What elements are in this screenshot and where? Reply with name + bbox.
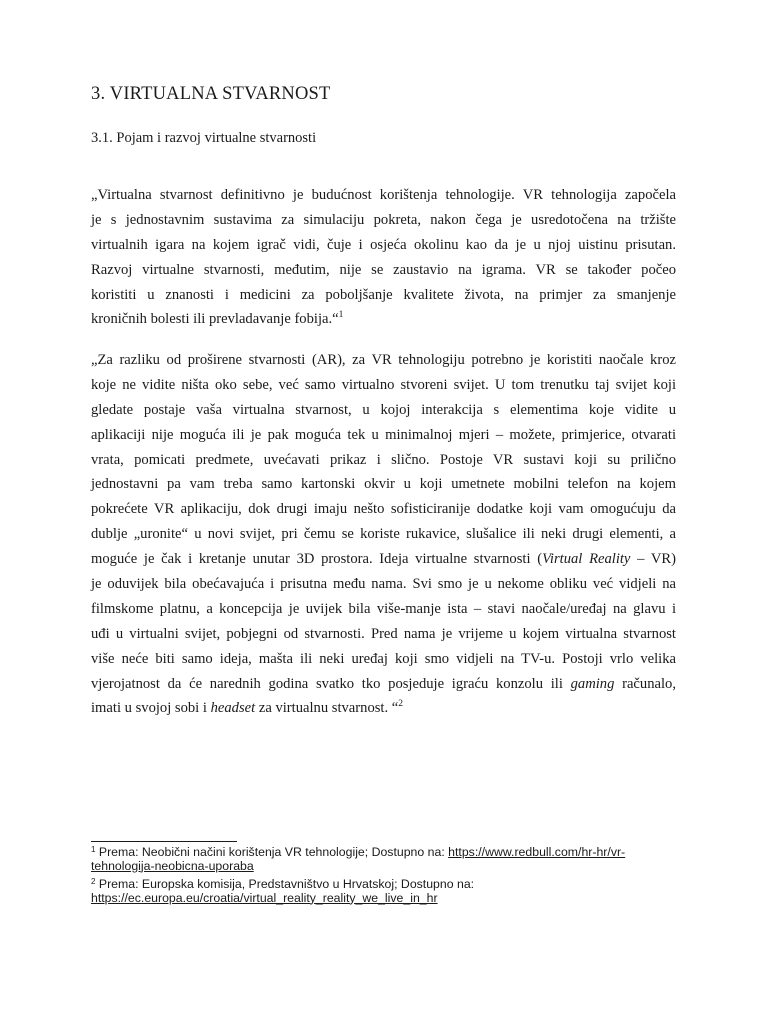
section-heading: 3. VIRTUALNA STVARNOST xyxy=(91,84,331,104)
italic-term: gaming xyxy=(570,675,615,692)
paragraph-line-last xyxy=(91,307,676,332)
paragraph-line: koje ne vidite ništa oko sebe, već samo virtualno stvoreni svijet. U tom trenutku taj svijet koji xyxy=(91,376,676,393)
footnote-text: Prema: Neobični načini korištenja VR tehnologije; Dostupno na: xyxy=(95,845,449,859)
italic-term: Virtual Reality xyxy=(542,551,631,568)
footnote-link[interactable]: https://ec.europa.eu/croatia/virtual_reality_reality_we_live_in_hr xyxy=(91,890,438,905)
paragraph-line: pokrećete VR aplikaciju, dok drugi imaju nešto sofisticiranije dodatke koji vam omogućuju da xyxy=(91,501,676,518)
footnote-link-continued[interactable]: tehnologija-neobicna-uporaba xyxy=(91,858,254,873)
paragraph-line: koristiti u znanosti i medicini za poboljšanje kvalitete života, na primjer za smanjenje xyxy=(91,286,676,303)
footnote-line xyxy=(91,878,681,892)
line-text: – VR) xyxy=(630,551,676,568)
footnote-text: Prema: Europska komisija, Predstavništvo u Hrvatskoj; Dostupno na: xyxy=(95,877,475,891)
paragraph-line: je s jednostavnim sustavima za simulaciju pokreta, nakon čega je usredotočena na tržište xyxy=(91,211,676,228)
paragraph-line: uđi u virtualni svijet, pobjegni od stvarnosti. Pred nama je vrijeme u kojem virtualna stvarnost xyxy=(91,625,676,642)
line-text: za virtualnu stvarnost. “ xyxy=(255,700,399,717)
footnote-number: 2 xyxy=(91,877,96,886)
paragraph-line: jednostavni pa vam treba samo kartonski okvir u koji umetnete mobilni telefon na kojem xyxy=(91,476,676,493)
footnote-line xyxy=(91,892,681,906)
footnote-line xyxy=(91,846,681,860)
paragraph-1 xyxy=(91,183,676,332)
paragraph-line: aplikaciji nije moguća ili je pak moguća tek u minimalnoj mjeri – možete, primjerice, otvarati xyxy=(91,426,676,443)
paragraph-line: „Virtualna stvarnost definitivno je budućnost korištenja tehnologije. VR tehnologija započela xyxy=(91,187,676,203)
paragraph-line xyxy=(91,547,676,572)
line-text: računalo, xyxy=(614,675,676,692)
footnote-number: 1 xyxy=(91,845,96,854)
footnote-line xyxy=(91,860,681,874)
line-text: moguće je čak i kretanje unutar 3D prostora. Ideja virtualne stvarnosti ( xyxy=(91,551,543,568)
paragraph-line xyxy=(91,672,676,697)
paragraph-line: „Za razliku od proširene stvarnosti (AR), za VR tehnologiju potrebno je koristiti naočale kroz xyxy=(91,352,676,368)
footnote-link[interactable]: https://www.redbull.com/hr-hr/vr- xyxy=(448,845,626,859)
italic-term: headset xyxy=(210,700,256,717)
paragraph-line: filmskome platnu, a koncepcija je uvijek bila više-manje ista – stavi naočale/uređaj na glavu i xyxy=(91,600,676,617)
paragraph-2 xyxy=(91,348,676,721)
footnote-2 xyxy=(91,878,681,905)
paragraph-line: je oduvijek bila obećavajuća i prisutna među nama. Svi smo je u nekome obliku već vidjeli na xyxy=(91,576,676,593)
paragraph-line: gledate postaje vaša virtualna stvarnost, u kojoj interakcija s elementima koje vidite u xyxy=(91,401,676,418)
line-text: imati u svojoj sobi i xyxy=(91,700,211,717)
line-text: vjerojatnost da će narednih godina svatko tko posjeduje igraću konzolu ili xyxy=(91,675,571,692)
paragraph-line: dublje „uronite“ u novi svijet, pri čemu se koriste rukavice, slušalice ili neki drugi elementi, a xyxy=(91,526,676,543)
footnote-separator xyxy=(91,841,237,842)
subsection-heading: 3.1. Pojam i razvoj virtualne stvarnosti xyxy=(91,130,317,146)
paragraph-line-text: kroničnih bolesti ili prevladavanje fobija.“ xyxy=(91,311,339,328)
paragraph-line-last xyxy=(91,696,676,721)
paragraph-line: virtualnih igara na kojem igrač vidi, čuje i osjeća okolinu kao da je u njoj uistinu prisutan. xyxy=(91,236,676,253)
paragraph-line: vrata, pomicati predmete, uvećavati prikaz i slično. Postoje VR sustavi koji su prilično xyxy=(91,451,676,468)
paragraph-line: više neće biti samo ideja, mašta ili neki uređaj koji smo vidjeli na TV-u. Postoji vrlo velika xyxy=(91,650,676,667)
footnote-1 xyxy=(91,846,681,873)
paragraph-line: Razvoj virtualne stvarnosti, međutim, nije se zaustavio na igrama. VR se također počeo xyxy=(91,261,676,278)
footnote-reference-1[interactable]: 1 xyxy=(338,310,344,321)
footnote-reference-2[interactable]: 2 xyxy=(398,699,403,710)
